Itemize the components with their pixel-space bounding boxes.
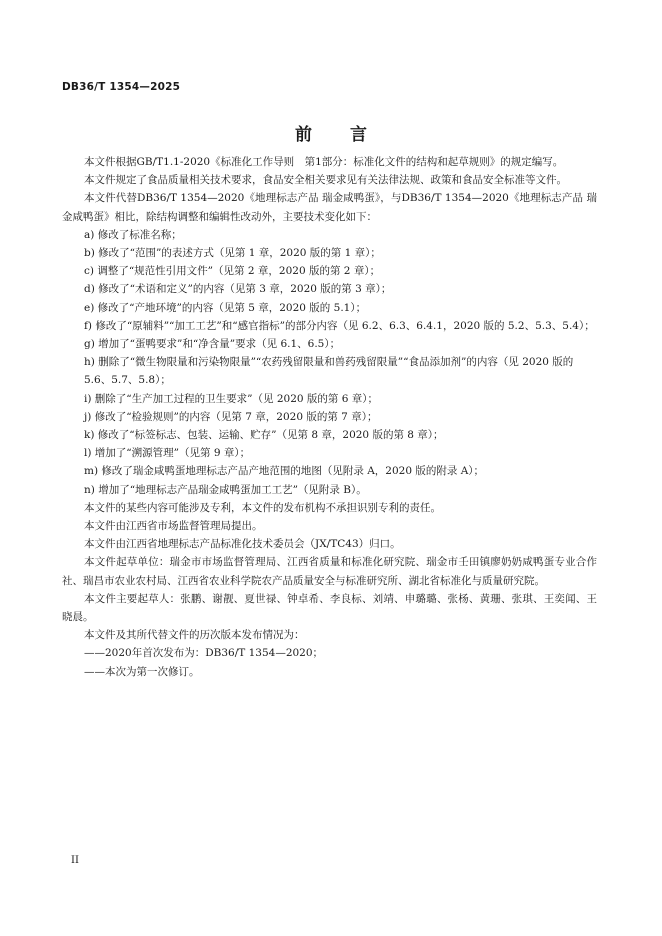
list-item: g) 增加了“蛋鸭要求”和“净含量”要求（见 6.1、6.5）； bbox=[84, 338, 341, 351]
foreword-body bbox=[62, 153, 597, 681]
history-item: ——本次为第一次修订。 bbox=[84, 665, 200, 678]
paragraph: 本文件代替DB36/T 1354—2020《地理标志产品 瑞金咸鸭蛋》，与DB36/T 1354—2020《地理标志产品 瑞金咸鸭蛋》相比，除结构调整和编辑性改动外，主要技术变化如下： bbox=[62, 192, 597, 223]
list-item: j) 修改了“检验规则”的内容（见第 7 章，2020 版的第 7 章）； bbox=[84, 410, 378, 423]
paragraph: 本文件主要起草人：张鹏、谢靓、夏世禄、钟卓希、李良标、刘靖、申璐璐、张杨、黄珊、张琪、王奕闻、王晓晨。 bbox=[62, 592, 597, 624]
list-item: k) 修改了“标签标志、包装、运输、贮存”（见第 8 章，2020 版的第 8 章）； bbox=[84, 429, 444, 442]
paragraph: 本文件的某些内容可能涉及专利，本文件的发布机构不承担识别专利的责任。 bbox=[84, 501, 441, 514]
document-code: DB36/T 1354—2025 bbox=[62, 81, 181, 93]
page-number: II bbox=[71, 855, 79, 866]
list-item: n) 增加了“地理标志产品瑞金咸鸭蛋加工工艺”（见附录 B）。 bbox=[84, 483, 367, 496]
list-item: d) 修改了“术语和定义”的内容（见第 3 章，2020 版的第 3 章）； bbox=[84, 283, 392, 296]
list-item: f) 修改了“原辅料”“加工工艺”和“感官指标”的部分内容（见 6.2、6.3、6.4.1，2020 版的 5.2、5.3、5.4）； bbox=[84, 319, 595, 332]
page-title: 前 言 bbox=[295, 125, 383, 145]
change-list bbox=[62, 226, 597, 499]
list-item: a) 修改了标准名称； bbox=[84, 228, 182, 241]
list-item: m) 修改了瑞金咸鸭蛋地理标志产品产地范围的地图（见附录 A，2020 版的附录 A）； bbox=[84, 465, 485, 478]
paragraph: 本文件由江西省市场监督管理局提出。 bbox=[84, 520, 263, 533]
list-item: b) 修改了“范围”的表述方式（见第 1 章，2020 版的第 1 章）； bbox=[84, 247, 381, 260]
paragraph: 本文件及其所代替文件的历次版本发布情况为： bbox=[84, 629, 305, 642]
paragraph: 本文件由江西省地理标志产品标准化技术委员会（JX/TC43）归口。 bbox=[84, 538, 401, 551]
list-item: l) 增加了“溯源管理”（见第 9 章）； bbox=[84, 447, 251, 460]
paragraph: 本文件规定了食品质量相关技术要求，食品安全相关要求见有关法律法规、政策和食品安全标准等文件。 bbox=[84, 174, 567, 187]
history-item: ——2020年首次发布为：DB36/T 1354—2020； bbox=[84, 647, 324, 660]
list-item: c) 调整了“规范性引用文件”（见第 2 章，2020 版的第 2 章）； bbox=[84, 265, 381, 278]
paragraph: 本文件起草单位：瑞金市市场监督管理局、江西省质量和标准化研究院、瑞金市壬田镇廖奶奶咸鸭蛋专业合作社、瑞昌市农业农村局、江西省农业科学院农产品质量安全与标准研究所、湖北省标准化与质量研究院。 bbox=[62, 556, 597, 587]
list-item: h) 删除了“微生物限量和污染物限量”“农药残留限量和兽药残留限量”“食品添加剂”的内容（见 2020 版的 5.6、5.7、5.8）； bbox=[84, 356, 574, 387]
list-item: e) 修改了“产地环境”的内容（见第 5 章，2020 版的 5.1）； bbox=[84, 301, 367, 314]
list-item: i) 删除了“生产加工过程的卫生要求”（见 2020 版的第 6 章）； bbox=[84, 392, 379, 405]
paragraph: 本文件根据GB/T1.1-2020《标准化工作导则 第1部分：标准化文件的结构和起草规则》的规定编写。 bbox=[84, 156, 564, 168]
